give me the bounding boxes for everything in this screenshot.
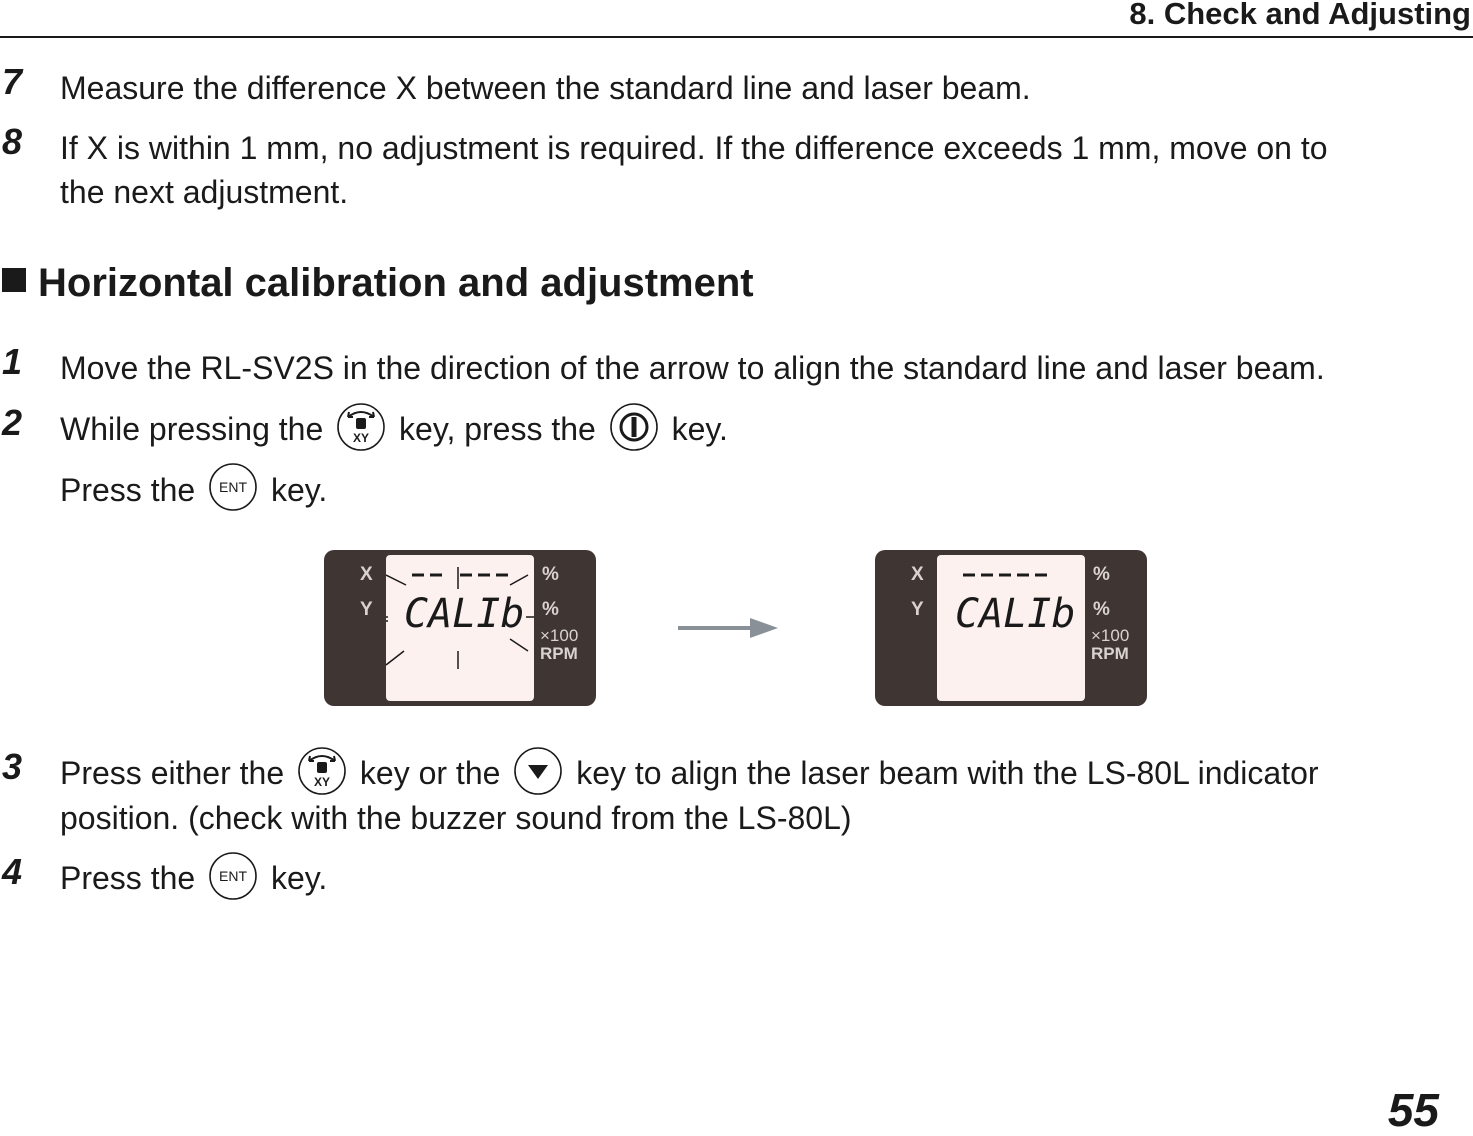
x-axis-label: X xyxy=(360,564,373,585)
section-heading xyxy=(2,258,754,308)
text-fragment: key. xyxy=(671,411,728,447)
step-line: the next adjustment. xyxy=(60,174,349,210)
text-fragment: Press the xyxy=(60,860,196,896)
percent-label: % xyxy=(1093,564,1110,585)
step-number: 3 xyxy=(2,746,23,787)
step-text xyxy=(60,856,1465,901)
right-arrow-icon xyxy=(676,615,782,641)
lcd-display-icon xyxy=(937,555,1085,701)
svg-text:CALIb: CALIb xyxy=(404,591,525,637)
section-heading-text: Horizontal calibration and adjustment xyxy=(38,261,754,305)
page-number: 55 xyxy=(1387,1084,1439,1136)
svg-text:XY: XY xyxy=(313,774,331,789)
percent-label: % xyxy=(542,599,559,620)
step-line xyxy=(60,856,1465,901)
svg-text:CALIb: CALIb xyxy=(955,591,1076,637)
step-number: 7 xyxy=(2,61,23,102)
lcd-panel-steady xyxy=(875,550,1147,706)
lcd-display-icon xyxy=(386,555,534,701)
step-text xyxy=(60,66,1465,110)
svg-text:ENT: ENT xyxy=(219,867,248,884)
step-number: 4 xyxy=(2,851,23,892)
down-key-icon xyxy=(513,746,563,796)
percent-label: % xyxy=(542,564,559,585)
text-fragment: Press either the xyxy=(60,755,285,791)
step-text xyxy=(60,346,1465,390)
step-line xyxy=(60,751,1465,796)
y-axis-label: Y xyxy=(911,599,924,620)
step-text xyxy=(60,126,1465,214)
step-line: Move the RL-SV2S in the direction of the arrow to align the standard line and laser beam. xyxy=(60,350,1325,386)
rpm-label: RPM xyxy=(1091,644,1129,663)
text-fragment: key or the xyxy=(359,755,501,791)
step-line: Measure the difference X between the standard line and laser beam. xyxy=(60,70,1031,106)
text-fragment: key. xyxy=(270,860,328,896)
text-fragment: While pressing the xyxy=(60,411,324,447)
svg-text:XY: XY xyxy=(353,430,370,445)
text-fragment: Press the xyxy=(60,471,196,508)
ent-key-icon xyxy=(208,851,258,901)
step-text xyxy=(60,407,1465,512)
step-number: 8 xyxy=(2,121,23,162)
xy-tilt-key-icon xyxy=(336,402,386,452)
page-header xyxy=(0,0,1473,38)
xy-tilt-key-icon xyxy=(297,746,347,796)
power-key-icon xyxy=(609,402,659,452)
step-line xyxy=(60,468,1465,513)
step-text xyxy=(60,751,1465,840)
chapter-title: 8. Check and Adjusting xyxy=(1129,0,1471,31)
step-number: 2 xyxy=(2,402,23,443)
svg-text:ENT: ENT xyxy=(219,479,248,496)
y-axis-label: Y xyxy=(360,599,373,620)
step-line: If X is within 1 mm, no adjustment is required. If the difference exceeds 1 mm, move on to xyxy=(60,130,1328,166)
rpm-label: RPM xyxy=(540,644,578,663)
step-line xyxy=(60,407,1465,452)
step-line: position. (check with the buzzer sound from the LS-80L) xyxy=(60,799,852,836)
text-fragment: key, press the xyxy=(399,411,596,447)
ent-key-icon xyxy=(208,462,258,512)
lcd-panel-blinking xyxy=(324,550,596,706)
step-number: 1 xyxy=(2,341,23,382)
x100-label: ×100 xyxy=(540,626,579,645)
text-fragment: key. xyxy=(270,471,328,508)
percent-label: % xyxy=(1093,599,1110,620)
square-bullet-icon xyxy=(2,268,26,292)
x100-label: ×100 xyxy=(1091,626,1130,645)
x-axis-label: X xyxy=(911,564,924,585)
text-fragment: key to align the laser beam with the LS-80L indicator xyxy=(576,755,1319,791)
